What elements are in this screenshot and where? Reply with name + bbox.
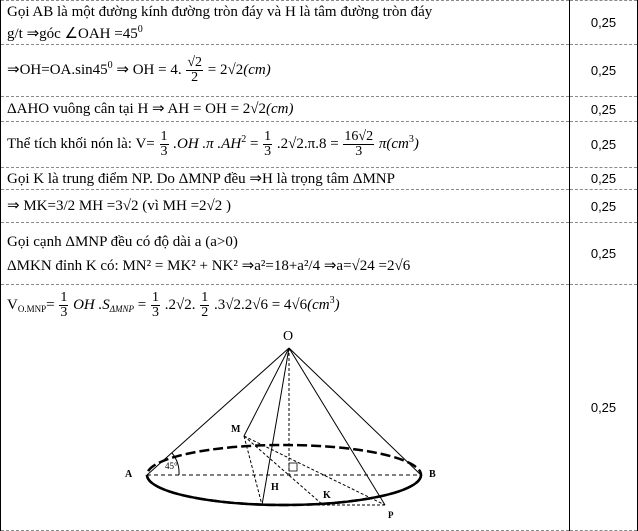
fraction-denominator: 2: [201, 305, 209, 320]
formula-value: √6: [394, 257, 411, 274]
step-formula: [7, 56, 569, 85]
solution-row: [1, 45, 638, 97]
step-text: [7, 100, 569, 118]
fraction-numerator: 16√2: [344, 129, 374, 144]
fraction-denominator: 3: [60, 305, 68, 320]
fraction-numerator: 1: [264, 129, 272, 144]
formula-part: OH .S: [73, 296, 110, 313]
unit: π(cm: [378, 135, 409, 152]
step-text: [7, 197, 569, 215]
formula-part: = 2√2: [207, 61, 244, 78]
label-m: M: [231, 424, 241, 435]
formula-part: .2√2.π.8 =: [276, 135, 343, 152]
fraction-denominator: 3: [160, 144, 168, 159]
step-cell: [1, 45, 570, 97]
edge-om: [244, 348, 289, 436]
score-cell: 0,25: [570, 97, 638, 122]
fraction-numerator: √2: [187, 55, 203, 70]
fraction-numerator: 1: [152, 290, 159, 305]
exponent: 3: [329, 294, 335, 306]
step-text: [7, 21, 569, 43]
unit: ): [413, 135, 419, 152]
solution-row: [1, 285, 638, 531]
exponent: 3: [408, 133, 414, 145]
fraction: [343, 130, 374, 159]
fraction: [59, 291, 68, 320]
step-formula: [7, 291, 569, 320]
step-text: Gọi AB là một đường kính đường tròn đáy và H là tâm đường tròn đáy: [7, 3, 433, 20]
formula-part: =2: [374, 257, 395, 274]
formula-part: ΔAHO vuông cân tại H ⇒ AH = OH =: [7, 101, 243, 117]
unit: (cm): [243, 61, 271, 78]
formula-part: ⇒ MK=3/2 MH =: [7, 198, 116, 214]
formula-part: Thể tích khối nón là: V=: [7, 135, 155, 152]
solution-row: [1, 168, 638, 190]
fraction-denominator: 2: [191, 70, 199, 85]
fraction-denominator: 3: [152, 305, 159, 320]
step-formula: [7, 130, 569, 159]
score-cell: 0,25: [570, 45, 638, 97]
formula-part: V: [7, 296, 18, 313]
fraction-denominator: 3: [355, 144, 363, 159]
equals: =: [46, 296, 55, 313]
angle-statement: g/t ⇒góc ∠OAH =45: [7, 25, 138, 42]
formula-part: ⇒ OH = 4.: [116, 61, 182, 78]
formula-part: .3√2.2√6 = 4√6: [213, 296, 308, 313]
formula-value: 3√2: [115, 198, 139, 214]
solution-row: [1, 223, 638, 285]
unit: ): [334, 296, 340, 313]
equals: =: [249, 135, 263, 152]
score-cell: 0,25: [570, 168, 638, 190]
label-p: P: [388, 510, 394, 520]
fraction: [263, 130, 272, 159]
degree-sup: 0: [137, 23, 143, 35]
label-k: K: [323, 490, 331, 501]
formula-value: √24: [351, 257, 375, 274]
cone-figure: [7, 320, 567, 525]
unit: (cm): [266, 101, 294, 117]
fraction-numerator: 1: [60, 290, 68, 305]
fraction: [151, 291, 160, 320]
formula-value: 2√2: [242, 101, 267, 117]
solution-row: [1, 190, 638, 223]
fraction-numerator: 1: [160, 129, 168, 144]
formula-part: ΔMKN đỉnh K có: MN² = MK² + NK² ⇒a²=18+a²/4 ⇒a=: [7, 257, 352, 274]
step-text: Gọi K là trung điểm NP. Do ΔMNP đều ⇒H là trọng tâm ΔMNP: [7, 170, 395, 187]
step-text: [7, 257, 569, 275]
score-cell: 0,25: [570, 1, 638, 45]
formula-part: ): [222, 198, 232, 214]
fraction: [200, 291, 209, 320]
solution-row: [1, 122, 638, 168]
formula-part: ⇒OH=OA.sin45: [7, 61, 108, 78]
step-cell: [1, 168, 570, 190]
subscript: O.MNP: [17, 303, 47, 314]
label-a: A: [125, 469, 133, 480]
formula-part: .OH .π .AH: [173, 135, 242, 152]
score-cell: 0,25: [570, 122, 638, 168]
base-ellipse-front: [147, 475, 421, 505]
formula-value: 2√2: [199, 198, 223, 214]
right-angle-mark: [289, 463, 297, 471]
step-cell: [1, 285, 570, 531]
step-cell: [1, 122, 570, 168]
step-cell: [1, 1, 570, 45]
unit: (cm: [307, 296, 330, 313]
solution-row: [1, 1, 638, 45]
formula-part: .2√2.: [164, 296, 196, 313]
label-h: H: [271, 482, 279, 493]
label-o: O: [283, 329, 294, 344]
formula-part: (vì MH =: [138, 198, 200, 214]
step-cell: [1, 190, 570, 223]
step-text: Gọi cạnh ΔMNP đều có độ dài a (a>0): [7, 233, 238, 250]
score-cell: 0,25: [570, 190, 638, 223]
step-cell: [1, 223, 570, 285]
score-cell: 0,25: [570, 285, 638, 531]
label-angle: 45°: [165, 461, 178, 471]
step-cell: [1, 97, 570, 122]
slant-edge-a: [147, 348, 289, 475]
fraction-denominator: 3: [264, 144, 272, 159]
fraction-numerator: 1: [201, 290, 209, 305]
fraction: [160, 130, 169, 159]
label-b: B: [429, 469, 436, 480]
score-cell: 0,25: [570, 223, 638, 285]
subscript: ΔMNP: [109, 303, 135, 314]
degree-sup: 0: [107, 59, 113, 71]
solution-row: [1, 97, 638, 122]
fraction: [186, 56, 203, 85]
equals: =: [137, 296, 150, 313]
exponent: 2: [241, 133, 247, 145]
